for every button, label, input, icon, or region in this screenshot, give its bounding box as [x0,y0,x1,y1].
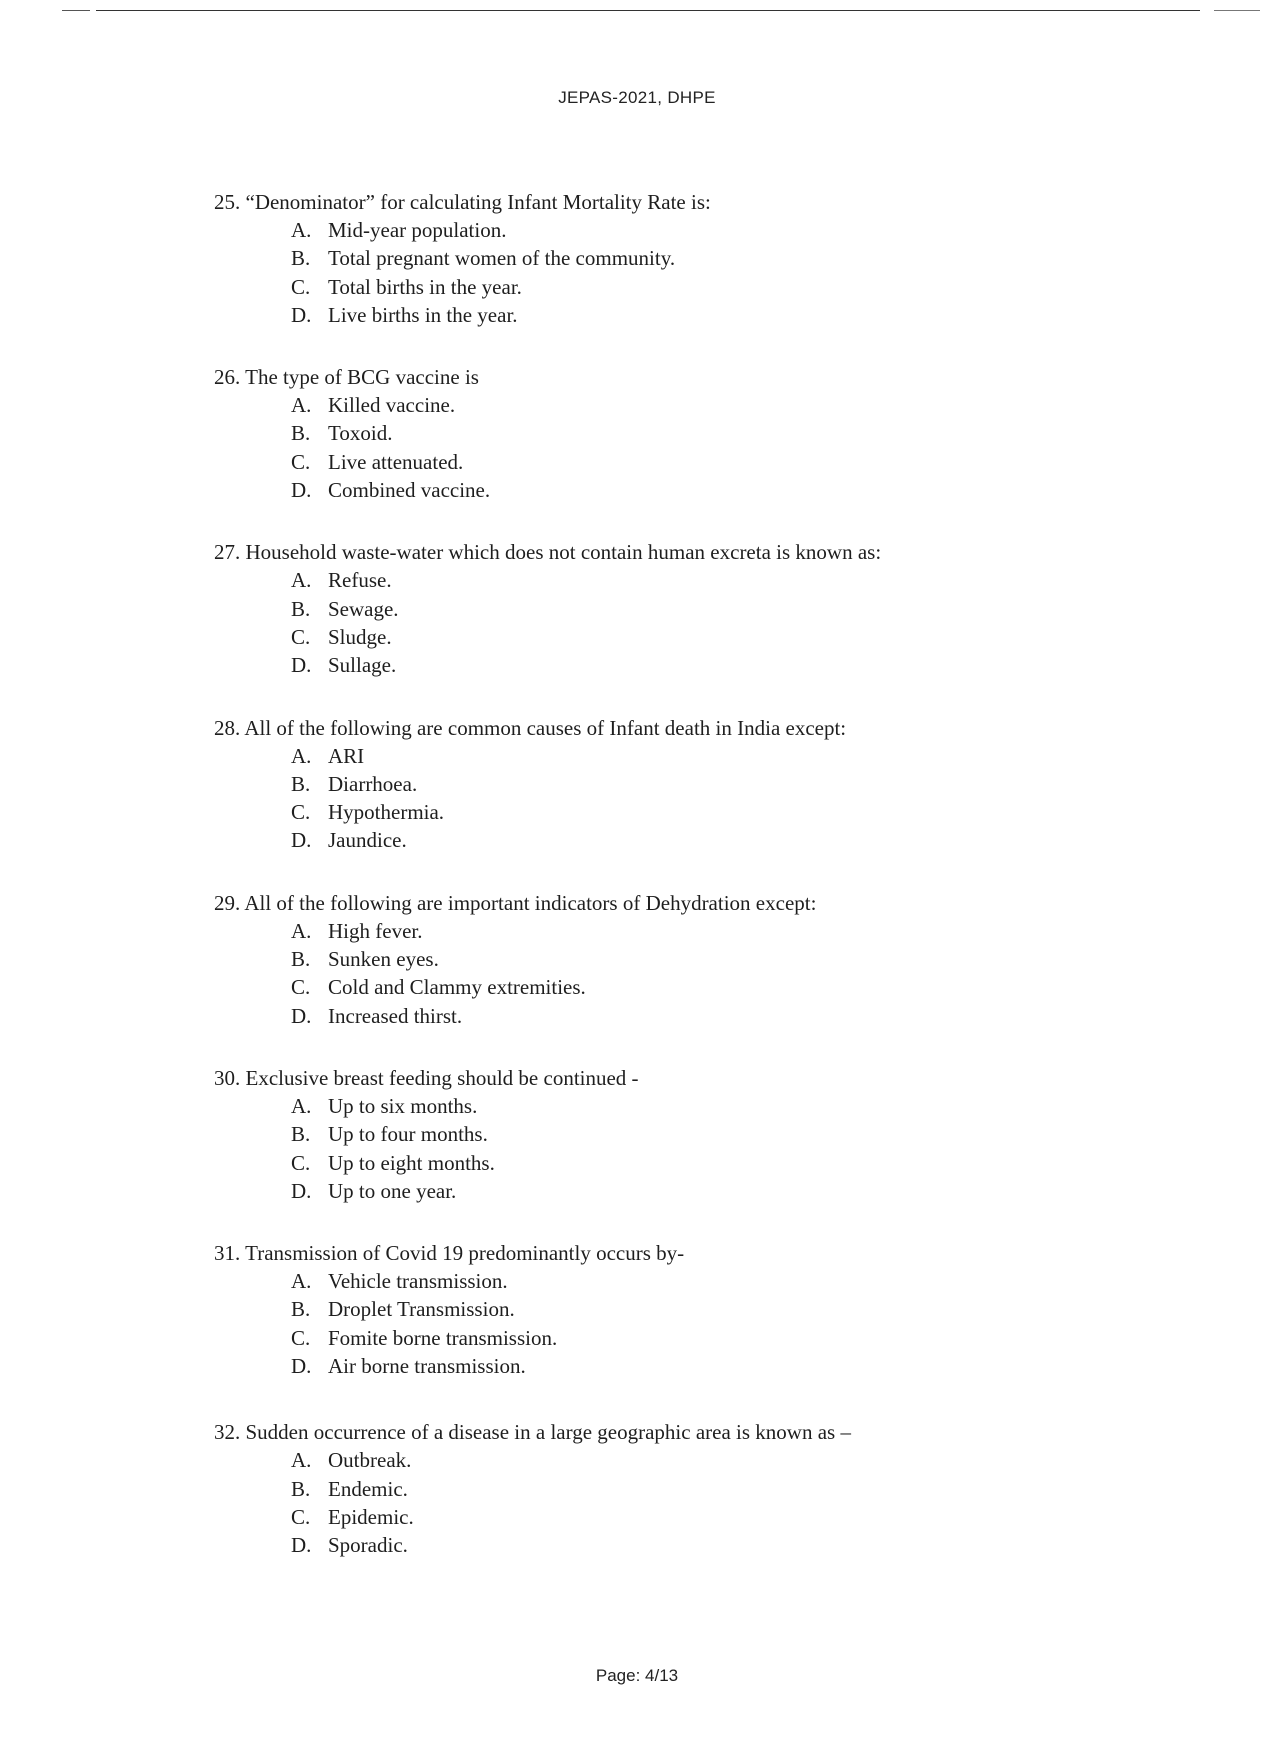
option-d [291,826,1214,854]
option-text: Endemic. [328,1476,408,1501]
option-letter: B. [291,1122,311,1147]
question-31 [214,1239,1214,1380]
option-letter: B. [291,421,311,446]
option-letter: B. [291,1476,311,1501]
option-a [291,216,1214,244]
option-text: Toxoid. [328,421,393,446]
option-letter: A. [291,218,312,242]
option-letter: A. [291,918,312,943]
option-text: Total pregnant women of the community. [328,246,676,271]
option-d [291,1352,1214,1380]
option-text: Total births in the year. [328,274,522,299]
page-number: Page: 4/13 [595,1666,679,1685]
option-text: Combined vaccine. [328,478,491,503]
option-letter: A. [291,1448,312,1473]
option-d [291,301,1214,329]
question-text: 27. Household waste-water which does not contain human excreta is known as: [214,540,882,565]
option-c [291,623,1214,651]
option-text: Up to four months. [328,1122,488,1147]
option-letter: A. [291,568,312,593]
option-d [291,476,1214,504]
option-a [291,566,1214,594]
question-30 [214,1064,1214,1205]
option-text: Up to six months. [328,1093,478,1118]
option-text: Jaundice. [328,828,407,853]
option-text: Up to eight months. [328,1150,495,1175]
question-29 [214,889,1214,1030]
question-text: 25. “Denominator” for calculating Infant Mortality Rate is: [214,190,711,214]
option-text: Sunken eyes. [328,947,439,972]
option-text: Refuse. [328,568,392,593]
option-letter: B. [291,596,311,621]
option-letter: D. [291,653,312,678]
option-text: Sullage. [328,653,397,678]
option-b [291,770,1214,798]
option-c [291,1324,1214,1352]
option-text: Increased thirst. [328,1003,463,1028]
question-26 [214,363,1214,504]
option-list [214,1092,1214,1205]
option-letter: C. [291,1325,311,1350]
top-rule-right-stub [1214,10,1260,11]
option-list [214,1446,1214,1559]
option-text: Fomite borne transmission. [328,1325,558,1350]
option-a [291,1446,1214,1474]
option-text: Vehicle transmission. [328,1269,508,1294]
option-text: Air borne transmission. [328,1354,526,1379]
question-28 [214,714,1214,855]
option-letter: D. [291,828,312,853]
page-header: JEPAS-2021, DHPE [558,88,716,107]
option-b [291,1475,1214,1503]
option-list [214,742,1214,855]
option-b [291,1295,1214,1323]
option-c [291,1503,1214,1531]
option-letter: C. [291,624,311,649]
question-text: 30. Exclusive breast feeding should be continued - [214,1065,639,1090]
option-a [291,742,1214,770]
top-rule-left-stub [62,10,90,11]
option-b [291,244,1214,272]
option-list [214,917,1214,1030]
option-letter: A. [291,393,312,418]
question-text: 28. All of the following are common causes of Infant death in India except: [214,715,847,740]
option-letter: A. [291,1093,312,1118]
option-d [291,1002,1214,1030]
option-d [291,1177,1214,1205]
option-text: Sewage. [328,596,399,621]
option-text: Cold and Clammy extremities. [328,975,586,1000]
option-text: Killed vaccine. [328,393,456,418]
option-letter: B. [291,246,311,271]
option-d [291,651,1214,679]
option-c [291,1149,1214,1177]
option-d [291,1531,1214,1559]
option-letter: C. [291,449,311,474]
option-a [291,1092,1214,1120]
option-letter: C. [291,975,311,1000]
option-b [291,945,1214,973]
option-b [291,419,1214,447]
option-text: Hypothermia. [328,800,445,825]
option-text: High fever. [328,918,423,943]
question-text: 29. All of the following are important indicators of Dehydration except: [214,890,817,915]
option-b [291,595,1214,623]
option-text: ARI [328,743,365,768]
option-list [214,1267,1214,1380]
option-text: Mid-year population. [328,218,507,242]
option-c [291,798,1214,826]
option-b [291,1120,1214,1148]
question-list [214,188,1214,1594]
option-a [291,917,1214,945]
option-c [291,973,1214,1001]
option-text: Up to one year. [328,1178,457,1203]
option-letter: C. [291,800,311,825]
option-text: Live births in the year. [328,302,518,327]
option-text: Droplet Transmission. [328,1297,515,1322]
option-text: Outbreak. [328,1448,412,1473]
option-a [291,1267,1214,1295]
option-text: Sludge. [328,624,392,649]
option-list [214,216,1214,329]
option-text: Epidemic. [328,1504,414,1529]
question-text: 26. The type of BCG vaccine is [214,365,479,390]
question-32 [214,1418,1214,1559]
option-letter: A. [291,1269,312,1294]
option-letter: B. [291,947,311,972]
question-27 [214,538,1214,679]
option-letter: D. [291,1354,312,1379]
option-letter: C. [291,1150,311,1175]
question-25 [214,188,1214,329]
option-letter: D. [291,302,312,327]
option-text: Sporadic. [328,1533,408,1558]
option-letter: B. [291,771,311,796]
option-letter: A. [291,743,312,768]
option-text: Diarrhoea. [328,771,418,796]
option-list [214,566,1214,679]
option-letter: D. [291,1178,312,1203]
question-text: 32. Sudden occurrence of a disease in a large geographic area is known as – [214,1420,851,1445]
option-list [214,391,1214,504]
option-letter: D. [291,478,312,503]
option-c [291,273,1214,301]
option-c [291,448,1214,476]
question-text: 31. Transmission of Covid 19 predominantly occurs by- [214,1241,685,1266]
option-a [291,391,1214,419]
option-letter: D. [291,1533,312,1558]
option-text: Live attenuated. [328,449,464,474]
option-letter: C. [291,1504,311,1529]
option-letter: D. [291,1003,312,1028]
option-letter: B. [291,1297,311,1322]
top-rule [96,10,1200,11]
option-letter: C. [291,274,311,299]
